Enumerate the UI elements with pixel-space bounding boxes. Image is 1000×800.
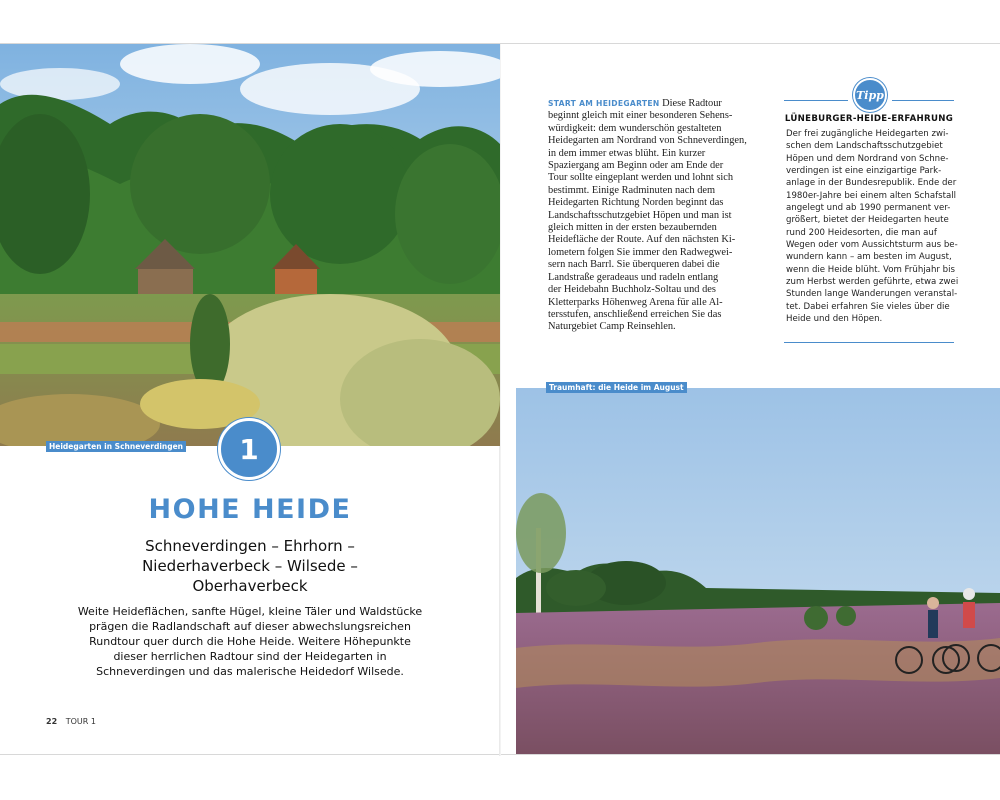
tip-line: Heide und den Höpen. [786, 314, 883, 325]
route-line: Oberhaverbeck [192, 577, 308, 595]
tip-badge-label: Tipp [856, 88, 884, 102]
body-line: lometern folgen Sie immer den Radwegwei- [548, 246, 733, 258]
tip-line: zum Herbst werden geführte, etwa zwei [786, 277, 959, 288]
tip-line: wenn die Heide blüht. Vom Frühjahr bis [786, 264, 955, 275]
body-line: Landstraße geradeaus und radeln entlang [548, 271, 719, 283]
body-line: in dem immer etwas blüht. Ein kurzer [548, 147, 706, 159]
body-line: Tour sollte eingeplant werden und lohnt sich [548, 172, 734, 184]
body-line: Kletterparks Höhenweg Arena für alle Al- [548, 296, 723, 308]
body-line: gleich mitten in der ersten bezaubernden [548, 222, 717, 234]
tip-rule-bottom [784, 342, 954, 343]
tip-line: verdingen ist eine einzigartige Park- [786, 166, 942, 177]
tour-number: 1 [239, 432, 259, 466]
tip-line: größert, bietet der Heidegarten heute [786, 215, 949, 226]
tip-line: anlage in der Bundesrepublik. Ende der [786, 178, 957, 189]
tip-line: wundern kann – am besten im August, [786, 252, 952, 263]
intro-line: Rundtour quer durch die Hohe Heide. Weitere Höhepunkte [89, 635, 411, 648]
tip-line: tet. Dabei erfahren Sie vieles über die [786, 301, 950, 312]
heidegarten-photo [0, 44, 500, 446]
body-line: Heidefläche der Route. Auf den nächsten Ki- [548, 234, 736, 246]
tip-line: 1980er-Jahre bei einem alten Schafstall [786, 190, 956, 201]
page-number: 22 [46, 717, 58, 726]
heath-photo [516, 388, 1000, 754]
page-folio [46, 717, 96, 726]
tip-line: Stunden lange Wanderungen veranstal- [786, 289, 958, 300]
body-line: bestimmt. Einige Radminuten nach dem [548, 184, 716, 196]
photo-caption-garden: Heidegarten in Schneverdingen [46, 441, 186, 452]
tip-line: rund 200 Heidesorten, die man auf [786, 227, 937, 238]
tour-title: HOHE HEIDE [148, 494, 352, 525]
tip-line: Der frei zugängliche Heidegarten zwi- [786, 129, 949, 139]
body-line: Spaziergang am Beginn oder am Ende der [548, 160, 724, 172]
body-line: Heidegarten Richtung Norden beginnt das [548, 197, 724, 209]
tip-rule-top-left [784, 100, 848, 101]
book-spread [0, 43, 1000, 755]
route-line: Schneverdingen – Ehrhorn – [145, 537, 355, 555]
intro-line: dieser herrlichen Radtour sind der Heidegarten in [113, 650, 387, 663]
body-lead: START AM HEIDEGARTEN [548, 99, 660, 108]
tip-body [786, 128, 959, 326]
running-head: TOUR 1 [65, 717, 96, 726]
body-line: tersstufen, anschließend erreichen Sie das [548, 308, 722, 320]
body-line: Landschaftsschutzgebiet Höpen und man ist [548, 209, 732, 221]
tip-title: LÜNEBURGER-HEIDE-ERFAHRUNG [784, 114, 954, 124]
intro-line: Schneverdingen und das malerische Heidedorf Wilsede. [96, 665, 404, 678]
body-line: beginnt gleich mit einer besonderen Sehens- [548, 110, 733, 122]
body-line: der Heidebahn Buchholz-Soltau und des [548, 284, 716, 296]
intro-line: prägen die Radlandschaft auf dieser abwechslungsreichen [89, 620, 411, 633]
tip-line: schen dem Landschaftsschutzgebiet [786, 141, 943, 152]
tip-line: Höpen und dem Nordrand von Schne- [786, 153, 949, 164]
body-text [548, 98, 748, 334]
body-line: START AM HEIDEGARTEN Diese Radtour [548, 98, 722, 109]
tour-route [0, 536, 500, 596]
body-line: würdigkeit: dem wunderschön gestalteten [548, 122, 722, 134]
intro-line: Weite Heideflächen, sanfte Hügel, kleine Täler und Waldstücke [77, 605, 423, 618]
tip-line: Wegen oder vom Aussichtsturm aus be- [786, 240, 958, 251]
tip-badge [853, 78, 887, 112]
tip-line: angelegt und ab 1990 permanent ver- [786, 203, 951, 214]
body-line: Heidegarten am Nordrand von Schneverdingen, [548, 135, 747, 147]
body-line: Naturgebiet Camp Reinsehlen. [548, 321, 676, 333]
route-line: Niederhaverbeck – Wilsede – [142, 557, 358, 575]
photo-caption-heath: Traumhaft: die Heide im August [546, 382, 687, 393]
tip-rule-top-right [892, 100, 954, 101]
body-line: sern nach Barrl. Sie überqueren dabei die [548, 259, 720, 271]
tour-intro [0, 604, 500, 679]
tour-number-badge [218, 418, 280, 480]
